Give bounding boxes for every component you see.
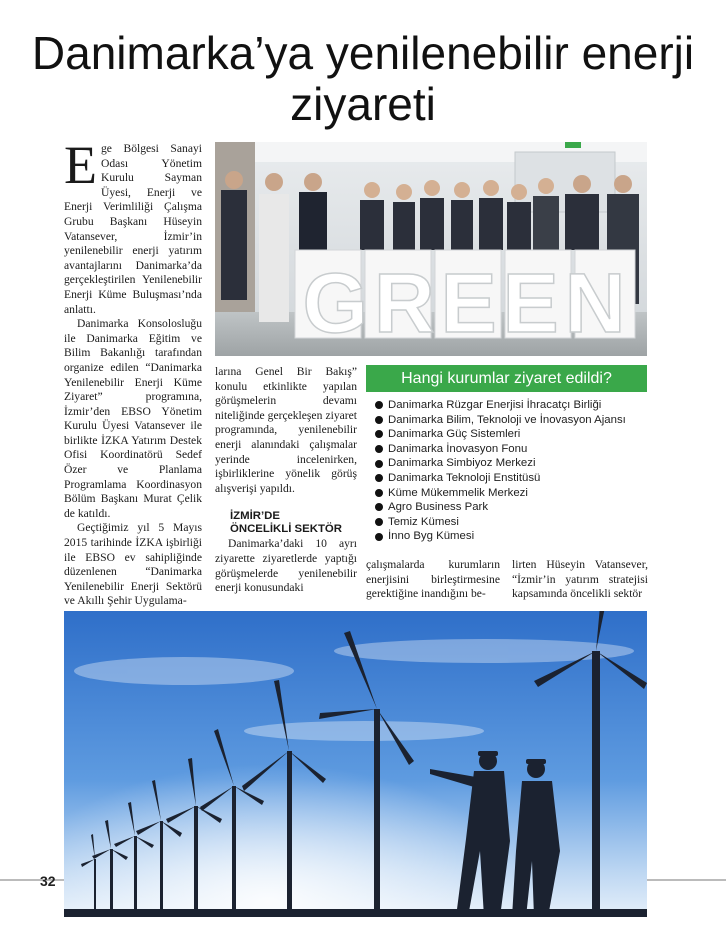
article-column-3: [366, 558, 500, 602]
wind-turbines-photo: [64, 611, 647, 917]
article-title: Danimarka’ya yenilenebilir enerji ziyareti: [31, 27, 695, 130]
list-item: Danimarka Güç Sistemleri: [375, 427, 647, 442]
column-2-paragraph-1: larına Genel Bir Bakış” konulu etkinlikte yapılan görüşmelerin devamı niteliğinde gerçekleşen ziyaret programında, yenilenebilir enerji alanındaki çalışmalar yerinde incelenirken, işbirliklerine yönelik görüş alışverişi yapıldı.: [215, 365, 357, 495]
list-item: Danimarka Rüzgar Enerjisi İhracatçı Birliği: [375, 398, 647, 413]
article-column-4: [512, 558, 648, 602]
bullet-icon: [375, 518, 383, 526]
bullet-icon: [375, 503, 383, 511]
bullet-icon: [375, 489, 383, 497]
bullet-icon: [375, 416, 383, 424]
list-item: Danimarka İnovasyon Fonu: [375, 442, 647, 457]
bullet-icon: [375, 460, 383, 468]
institutions-list: [366, 398, 647, 544]
drop-cap: E: [64, 135, 97, 195]
column-2-paragraph-2: Danimarka’daki 10 ayrı ziyarette ziyaretlerde yaptığı görüşmelerde yenilenebilir enerji konusundaki: [215, 537, 357, 595]
footer-rule-right: [647, 879, 726, 881]
list-item: Agro Business Park: [375, 500, 647, 515]
bullet-icon: [375, 445, 383, 453]
list-item: İnno Byg Kümesi: [375, 529, 647, 544]
list-item: Küme Mükemmelik Merkezi: [375, 486, 647, 501]
wind-turbines-illustration: [64, 611, 647, 917]
group-photo-illustration: [215, 142, 647, 356]
bullet-icon: [375, 474, 383, 482]
green-sign-text: GREEN: [302, 256, 632, 350]
column-3-paragraph-1: çalışmalarda kurumların enerjisini birleştirmesine gerektiğine inandığını be-: [366, 558, 500, 601]
list-item: Danimarka Simbiyoz Merkezi: [375, 456, 647, 471]
column-1-paragraph-2: Danimarka Konsolosluğu ile Danimarka Eğitim ve Bilim Bakanlığı tarafından organize edilen “Danimarka Yenilenebilir Enerji Küme Ziyaret” programına, İzmir’den EBSO Yönetim Kurulu Üyesi Vatansever ile birlikte İZKA Yatırım Destek Ofisi Koordinatörü Sedef Özer ve Planlama Programlama Koordinasyon Bölüm Başkanı Murat Çelik de katıldı.: [64, 317, 202, 520]
group-photo: [215, 142, 647, 356]
article-column-2: [215, 365, 357, 596]
list-item: Temiz Kümesi: [375, 515, 647, 530]
column-1-paragraph-1: Ege Bölgesi Sanayi Odası Yönetim Kurulu Sayman Üyesi, Enerji ve Enerji Verimliliği Çalışma Grubu Başkanı Hüseyin Vatansever, İzmir’in yenilenebilir enerji yatırım avantajlarını Danimarka’da gerçekleştirilen Yenilenebilir Enerji Küme Buluşması’nda anlattı.: [64, 135, 202, 316]
bullet-icon: [375, 533, 383, 541]
bullet-icon: [375, 401, 383, 409]
column-4-paragraph-1: lirten Hüseyin Vatansever, “İzmir’in yatırım stratejisi kapsamında öncelikli sektör: [512, 558, 648, 601]
page-number: 32: [40, 873, 56, 889]
article-column-1: [64, 135, 202, 609]
visited-institutions-box: [366, 365, 647, 545]
column-1-paragraph-3: Geçtiğimiz yıl 5 Mayıs 2015 tarihinde İZKA işbirliği ile EBSO ev sahipliğinde düzenlenen “Danimarka Yenilenebilir Enerji Sektörü ve Akıllı Şehir Uygulama-: [64, 521, 202, 608]
bullet-icon: [375, 430, 383, 438]
section-subheading: İZMİR’DE ÖNCELİKLİ SEKTÖR: [230, 510, 343, 536]
list-item: Danimarka Teknoloji Enstitüsü: [375, 471, 647, 486]
list-item: Danimarka Bilim, Teknoloji ve İnovasyon Ajansı: [375, 413, 647, 428]
box-heading: Hangi kurumlar ziyaret edildi?: [366, 365, 647, 392]
